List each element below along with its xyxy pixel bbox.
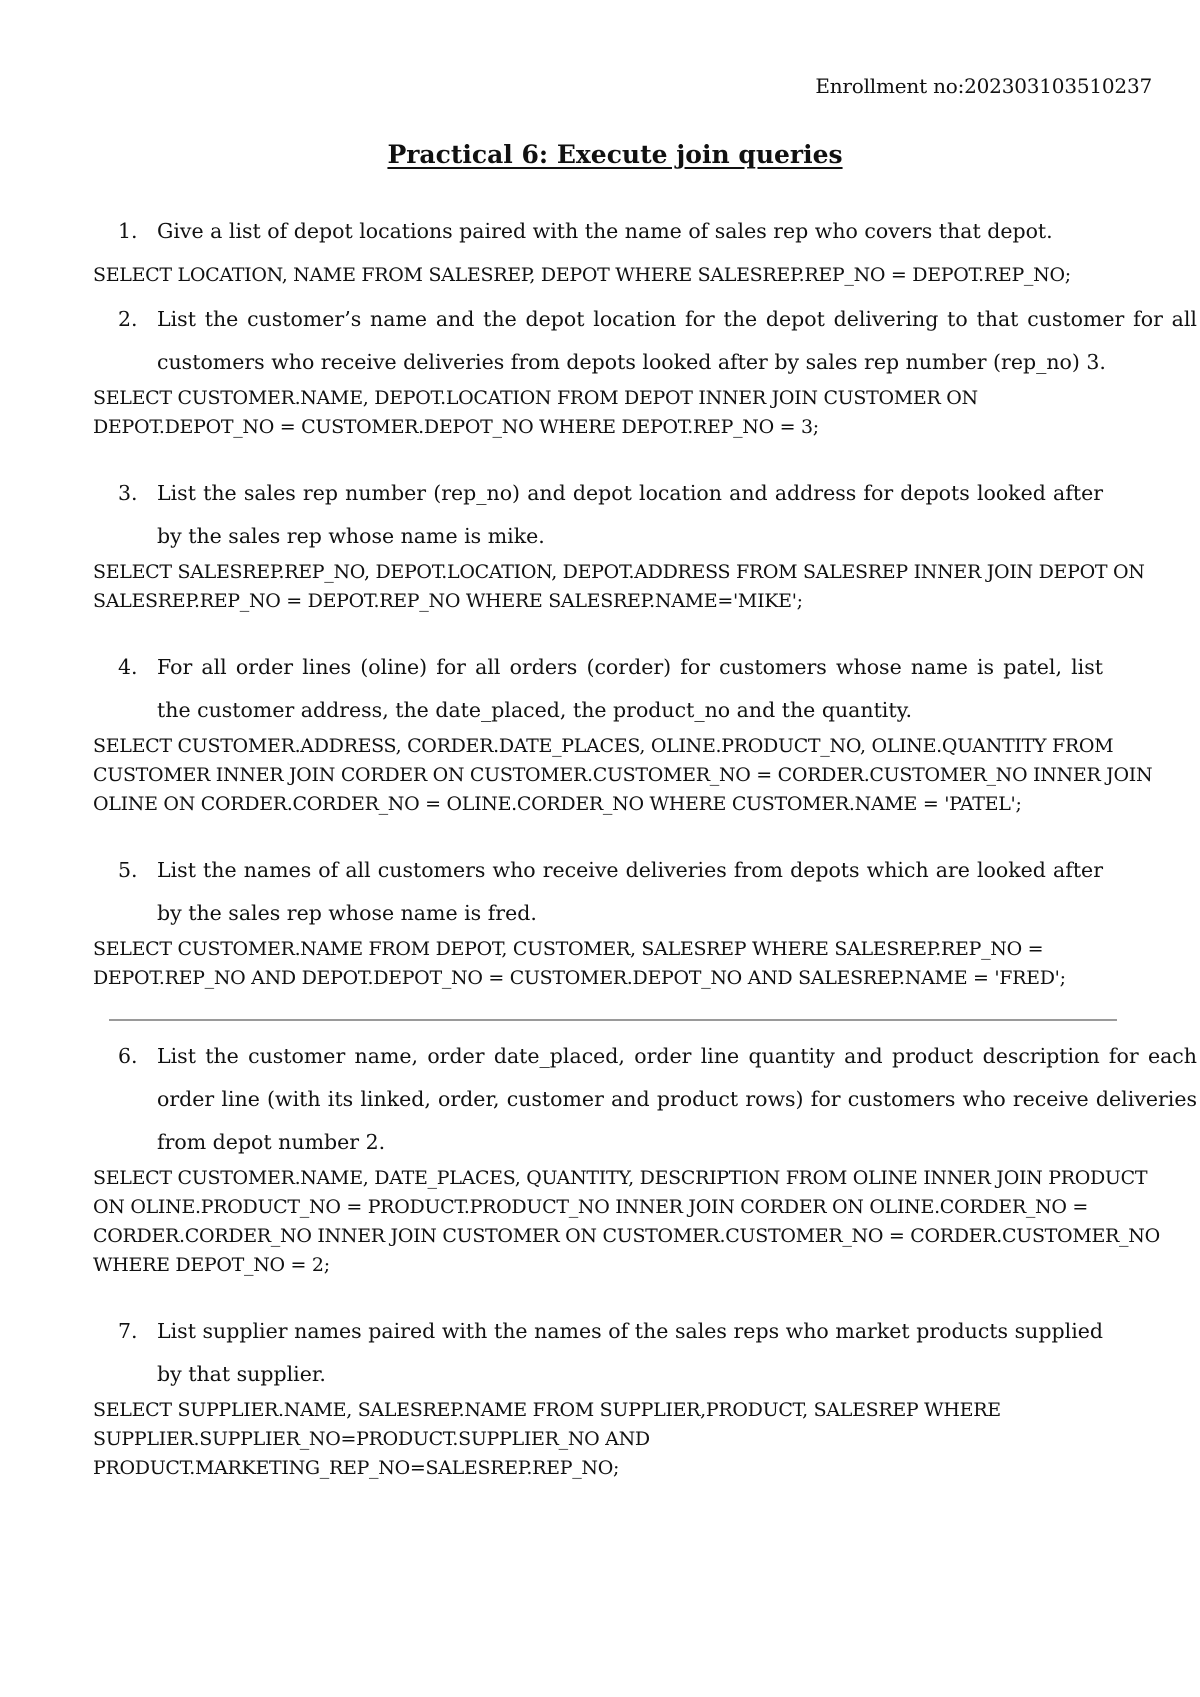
horizontal-divider <box>109 1019 1117 1021</box>
sql-query: SELECT CUSTOMER.NAME, DEPOT.LOCATION FROM DEPOT INNER JOIN CUSTOMER ON DEPOT.DEPOT_NO = CUSTOMER.DEPOT_NO WHERE DEPOT.REP_NO = 3; <box>93 387 978 438</box>
question-block <box>93 849 1163 993</box>
sql-query: SELECT SUPPLIER.NAME, SALESREP.NAME FROM SUPPLIER,PRODUCT, SALESREP WHERE SUPPLIER.SUPPLIER_NO=PRODUCT.SUPPLIER_NO AND PRODUCT.MARKETING_REP_NO=SALESREP.REP_NO; <box>93 1399 1001 1479</box>
question-number: 1. <box>118 219 138 243</box>
sql-query: SELECT CUSTOMER.NAME FROM DEPOT, CUSTOMER, SALESREP WHERE SALESREP.REP_NO = DEPOT.REP_NO AND DEPOT.DEPOT_NO = CUSTOMER.DEPOT_NO AND SALESREP.NAME = 'FRED'; <box>93 938 1066 989</box>
question-text <box>93 1310 1163 1396</box>
page-title: Practical 6: Execute join queries <box>387 140 843 169</box>
question-text <box>93 646 1163 732</box>
question-block <box>93 298 1197 442</box>
question-number: 5. <box>118 858 138 882</box>
question-number: 3. <box>118 481 138 505</box>
question-text <box>93 210 1163 253</box>
question-block <box>93 472 1163 616</box>
question-text <box>93 472 1163 558</box>
sql-query: SELECT LOCATION, NAME FROM SALESREP, DEPOT WHERE SALESREP.REP_NO = DEPOT.REP_NO; <box>93 264 1071 286</box>
question-body: List the customer name, order date_placed, order line quantity and product description for each order line (with its linked, order, customer and product rows) for customers who receive deliveries from depot number 2. <box>157 1044 1197 1154</box>
sql-query: SELECT CUSTOMER.NAME, DATE_PLACES, QUANTITY, DESCRIPTION FROM OLINE INNER JOIN PRODUCT ON OLINE.PRODUCT_NO = PRODUCT.PRODUCT_NO INNER JOIN CORDER ON OLINE.CORDER_NO = CORDER.CORDER_NO INNER JOIN CUSTOMER ON CUSTOMER.CUSTOMER_NO = CORDER.CUSTOMER_NO WHERE DEPOT_NO = 2; <box>93 1167 1160 1276</box>
sql-query: SELECT SALESREP.REP_NO, DEPOT.LOCATION, DEPOT.ADDRESS FROM SALESREP INNER JOIN DEPOT ON SALESREP.REP_NO = DEPOT.REP_NO WHERE SALESREP.NAME='MIKE'; <box>93 561 1145 612</box>
question-block <box>93 1310 1163 1483</box>
sql-query: SELECT CUSTOMER.ADDRESS, CORDER.DATE_PLACES, OLINE.PRODUCT_NO, OLINE.QUANTITY FROM CUSTOMER INNER JOIN CORDER ON CUSTOMER.CUSTOMER_NO = CORDER.CUSTOMER_NO INNER JOIN OLINE ON CORDER.CORDER_NO = OLINE.CORDER_NO WHERE CUSTOMER.NAME = 'PATEL'; <box>93 735 1153 815</box>
question-number: 4. <box>118 655 138 679</box>
question-body: List the sales rep number (rep_no) and depot location and address for depots looked after by the sales rep whose name is mike. <box>157 481 1103 548</box>
question-block <box>93 210 1163 290</box>
question-body: Give a list of depot locations paired with the name of sales rep who covers that depot. <box>157 219 1053 243</box>
question-block <box>93 1035 1197 1280</box>
question-text <box>93 1035 1197 1164</box>
question-number: 7. <box>118 1319 138 1343</box>
question-text <box>93 298 1197 384</box>
question-body: For all order lines (oline) for all orders (corder) for customers whose name is patel, list the customer address, the date_placed, the product_no and the quantity. <box>157 655 1103 722</box>
question-number: 2. <box>118 307 138 331</box>
question-text <box>93 849 1163 935</box>
question-body: List the names of all customers who receive deliveries from depots which are looked after by the sales rep whose name is fred. <box>157 858 1103 925</box>
question-number: 6. <box>118 1044 138 1068</box>
question-body: List supplier names paired with the names of the sales reps who market products supplied by that supplier. <box>157 1319 1103 1386</box>
question-block <box>93 646 1163 819</box>
enrollment-number: Enrollment no:202303103510237 <box>815 74 1152 98</box>
question-body: List the customer’s name and the depot location for the depot delivering to that customer for all customers who receive deliveries from depots looked after by sales rep number (rep_no) 3. <box>157 307 1197 374</box>
questions-list <box>93 210 1197 1483</box>
